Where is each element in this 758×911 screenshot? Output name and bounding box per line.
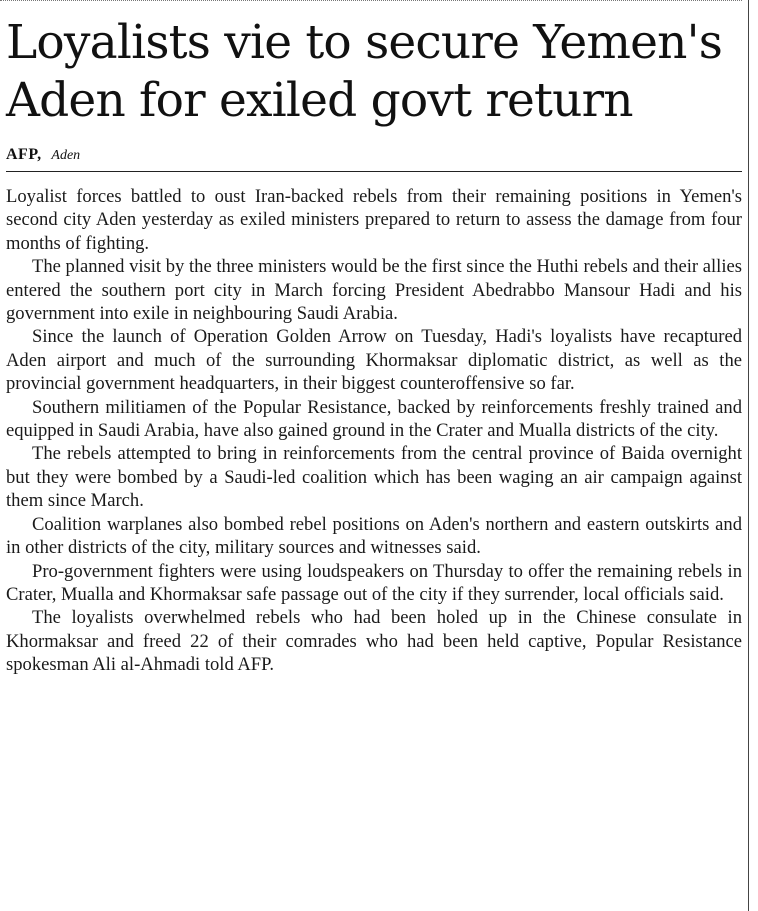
article-headline: Loyalists vie to secure Yemen's Aden for exiled govt return [6, 15, 723, 128]
article-paragraph: Loyalist forces battled to oust Iran-backed rebels from their remaining positions in Yemen's second city Aden yesterday as exiled ministers prepared to return to assess the damage from four months of fighting. [6, 186, 742, 254]
article-paragraph: The rebels attempted to bring in reinforcements from the central province of Baida overnight but they were bombed by a Saudi-led coalition which has been waging an air campaign against them since March. [6, 443, 742, 512]
news-article [6, 14, 742, 677]
byline-dateline: Aden [51, 148, 81, 163]
article-paragraph: Pro-government fighters were using loudspeakers on Thursday to offer the remaining rebels in Crater, Mualla and Khormaksar safe passage out of the city if they surrender, local officials said. [6, 560, 742, 605]
article-paragraph: The loyalists overwhelmed rebels who had been holed up in the Chinese consulate in Khormaksar and freed 22 of their comrades who had been held captive, Popular Resistance spokesman Ali al-Ahmadi told AFP. [6, 607, 742, 676]
top-dotted-rule [0, 0, 742, 5]
byline-agency: AFP, [6, 146, 42, 163]
article-paragraph: Since the launch of Operation Golden Arrow on Tuesday, Hadi's loyalists have recaptured Aden airport and much of the surrounding Khormaksar diplomatic district, as well as the provincial government headquarters, in their biggest counteroffensive so far. [6, 326, 742, 395]
article-paragraph: The planned visit by the three ministers would be the first since the Huthi rebels and their allies entered the southern port city in March forcing President Abedrabbo Mansour Hadi and his government into exile in neighbouring Saudi Arabia. [6, 256, 742, 325]
article-paragraph: Southern militiamen of the Popular Resistance, backed by reinforcements freshly trained and equipped in Saudi Arabia, have also gained ground in the Crater and Mualla districts of the city. [6, 396, 742, 442]
column-divider-rule [748, 0, 749, 911]
article-byline [6, 144, 742, 166]
byline-rule [6, 171, 742, 172]
article-body [6, 185, 742, 677]
article-paragraph: Coalition warplanes also bombed rebel positions on Aden's northern and eastern outskirts and in other districts of the city, military sources and witnesses said. [6, 513, 742, 559]
